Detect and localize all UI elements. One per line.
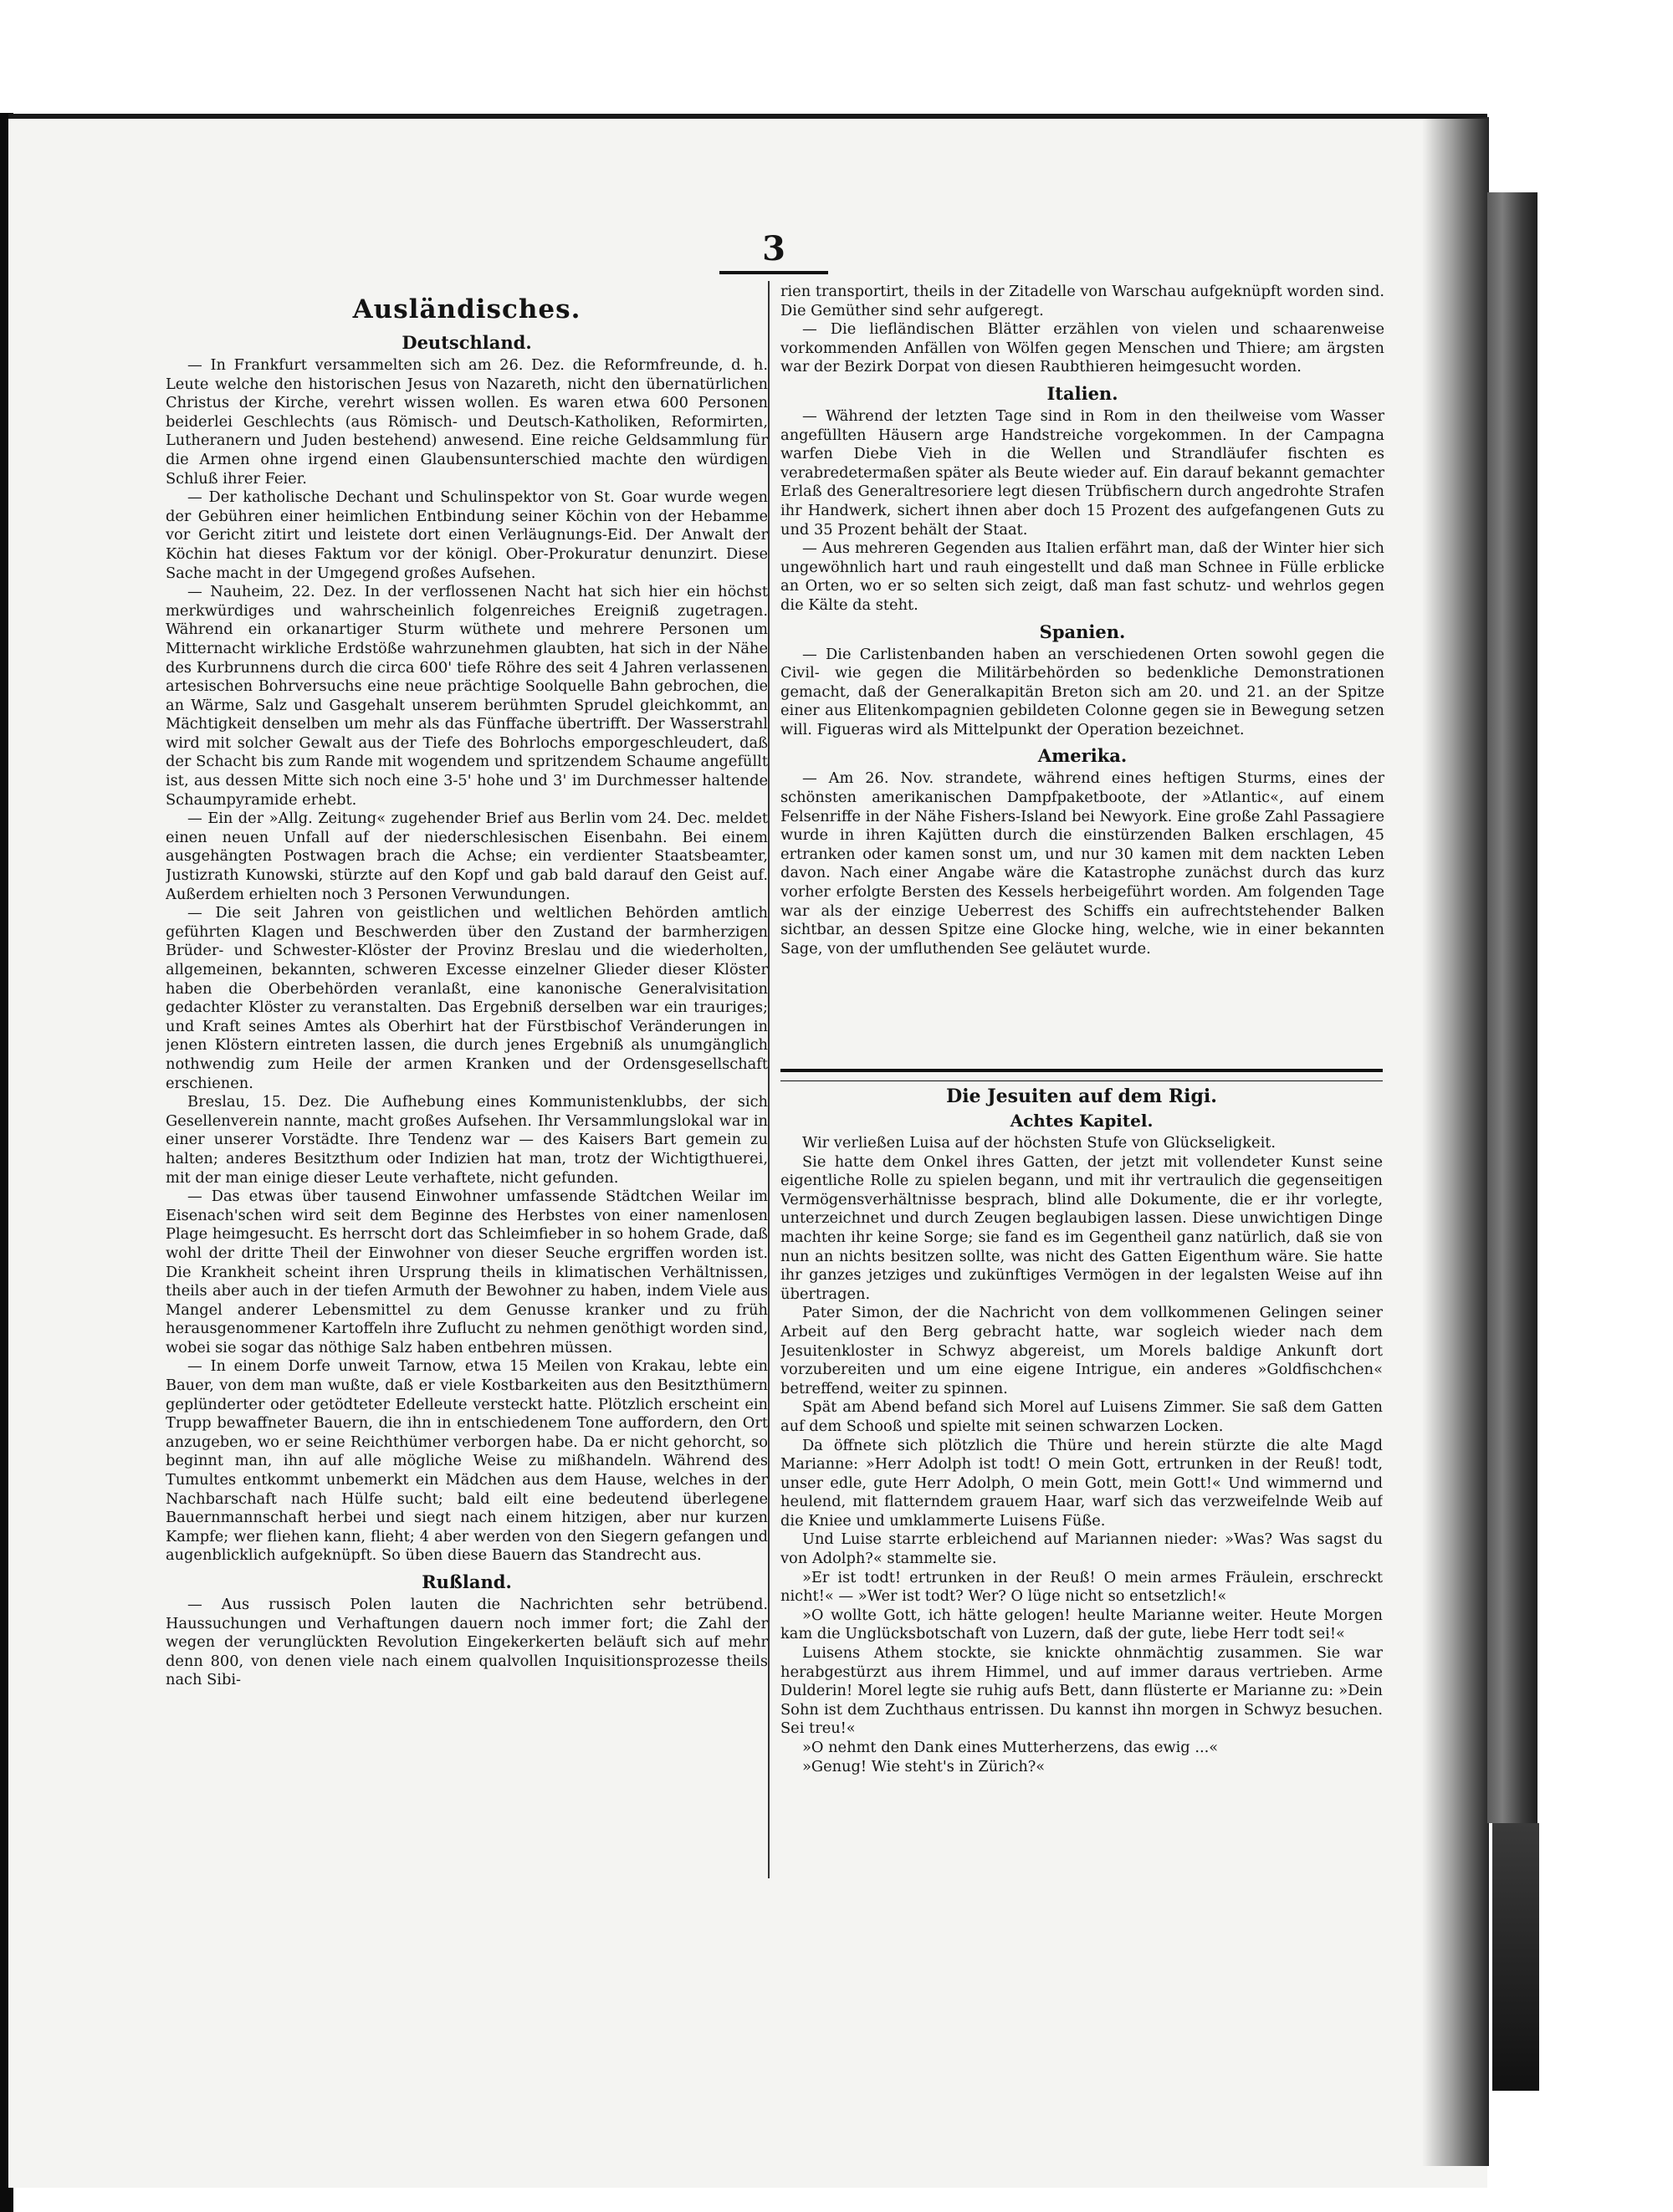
story-title: Die Jesuiten auf dem Rigi.	[946, 1086, 1217, 1107]
page-number-rule	[719, 271, 828, 274]
story-chapter: Achtes Kapitel.	[1010, 1111, 1154, 1131]
page-number: 3	[762, 229, 785, 268]
page-stack-edge	[1487, 192, 1537, 1823]
spain-heading: Spanien.	[1039, 621, 1126, 642]
left-column	[166, 283, 768, 1922]
story-paragraph: Pater Simon, der die Nachricht von dem vollkommenen Gelingen seiner Arbeit auf den Berg gebracht hatte, war sogleich wieder nach dem Jesuitenkloster in Schwyz abgereist, um Morels baldige Ankunft dort vorzubereiten und um eine eigene Intrigue, ein anderes »Goldfischchen« betreffend, weiter zu spinnen.	[780, 1304, 1383, 1397]
story-paragraph: Und Luise starrte erbleichend auf Mariannen nieder: »Was? Was sagst du von Adolph?« stammelte sie.	[780, 1530, 1383, 1568]
article-nauheim: — Nauheim, 22. Dez. In der verflossenen Nacht hat sich hier ein höchst merkwürdiges und wahrscheinlich folgenreiches Ereigniß zugetragen. Während ein orkanartiger Sturm wüthete und mehrere Personen um Mitternacht wirkliche Erdstöße wahrzunehmen glaubten, hat sich in der Nähe des Kurbrunnens durch die circa 600' tiefe Röhre des seit 4 Jahren verlassenen artesischen Bohrversuchs eine neue prächtige Soolquelle Bahn gebrochen, die an Wärme, Salz und Gasgehalt unserem berühmten Sprudel gleichkommt, an Mächtigkeit denselben um mehr als das Fünffache übertrifft. Der Wasserstrahl wird mit solcher Gewalt aus der Tiefe des Bohrlochs emporgeschleudert, daß der Schacht bis zum Rande mit wogendem und spritzendem Schaume angefüllt ist, aus dessen Mitte sich noch eine 3-5' hohe und 3' im Durchmesser haltende Schaumpyramide erhebt.	[166, 583, 768, 809]
article-rome-flood: — Während der letzten Tage sind in Rom in den theilweise vom Wasser angefüllten Häusern arge Handstreiche vorgekommen. In der Campagna warfen Diebe Vieh in die Wellen und Strandläufer fischten es verabredetermaßen später als Beute wieder auf. Ein darauf bekannt gemachter Erlaß des Generaltresoriere legt diesen Trübfischern durch angedrohte Strafen ihr Handwerk, sichert ihnen aber doch 15 Prozent des aufgefangenen Guts zu und 35 Prozent behält der Staat.	[780, 406, 1384, 539]
column-divider	[768, 281, 770, 1878]
article-carlists: — Die Carlistenbanden haben an verschiedenen Orten sowohl gegen die Civil- wie gegen die Militärbehörden so bedenkliche Demonstrationen gemacht, daß der Generalkapitän Breton sich am 20. und 21. an der Spitze einer aus Elitenkompagnien gebildeten Colonne gegen sie in Bewegung setzen will. Figueras wird als Mittelpunkt der Operation bezeichnet.	[780, 645, 1384, 738]
article-atlantic-wreck: — Am 26. Nov. strandete, während eines heftigen Sturms, eines der schönsten amerikanischen Dampfpaketboote, der »Atlantic«, auf einem Felsenriffe in der Nähe Fishers-Island bei Newyork. Eine große Zahl Passagiere wurde in ihren Kajütten durch die einstürzenden Balken erschlagen, 45 ertranken oder kamen sonst um, und nur 30 kamen mit dem nackten Leben davon. Nach einer Angabe wäre die Katastrophe zunächst durch das kurz vorher erfolgte Bersten des Kessels herbeigeführt worden. Am folgenden Tage war als der einzige Ueberrest des Schiffs ein aufrechtstehender Balken sichtbar, an dessen Spitze eine Glocke hing, welche, wie in einer bekannten Sage, von der umfluthenden See geläutet wurde.	[780, 769, 1384, 958]
article-livonia-wolves: — Die liefländischen Blätter erzählen von vielen und schaarenweise vorkommenden Anfällen von Wölfen gegen Menschen und Thiere; am ärgsten war der Bezirk Dorpat von diesen Raubthieren heimgesucht worden.	[780, 320, 1384, 376]
article-weilar: — Das etwas über tausend Einwohner umfassende Städtchen Weilar im Eisenach'schen wird seit dem Beginne des Herbstes von einer namenlosen Plage heimgesucht. Es herrscht dort das Schleimfieber in so hohem Grade, daß wohl der dritte Theil der Einwohner von dieser Seuche ergriffen worden ist. Die Krankheit scheint ihren Ursprung theils in klimatischen Verhältnissen, theils aber auch in der tiefen Armuth der Bewohner zu haben, indem Viele aus Mangel anderer Lebensmittel zu dem Genusse kranker und zu früh herausgenommener Kartoffeln ihre Zuflucht zu nehmen genöthigt worden sind, wobei sie sogar das nöthige Salz haben entbehren müssen.	[166, 1188, 768, 1356]
story-paragraph: »O nehmt den Dank eines Mutterherzens, das ewig ...«	[802, 1739, 1219, 1756]
story-paragraph: Spät am Abend befand sich Morel auf Luisens Zimmer. Sie saß dem Gatten auf dem Schooß und spielte mit seinen schwarzen Locken.	[780, 1398, 1383, 1435]
article-poland-continued: rien transportirt, theils in der Zitadelle von Warschau aufgeknüpft worden sind. Die Gemüther sind sehr aufgeregt.	[780, 283, 1384, 319]
article-breslau-club: Breslau, 15. Dez. Die Aufhebung eines Kommunistenklubbs, der sich Gesellenverein nannte, macht großes Aufsehen. Ihr Versammlungslokal war in einer unserer Vorstädte. Ihre Tendenz war — des Kaisers Bart gemein zu halten; anderes Besitzthum oder Indizien hat man, trotz der Wichtigthuerei, mit der man einige dieser Leute verhaftete, nicht gefunden.	[166, 1093, 768, 1187]
story-paragraph: Da öffnete sich plötzlich die Thüre und herein stürzte die alte Magd Marianne: »Herr Adolph ist todt! O mein Gott, ertrunken in der Reuß! todt, unser edle, gute Herr Adolph, O mein Gott, mein Gott!« Und wimmernd und heulend, mit flatterndem grauem Haar, warf sich das verzweifelnde Weib auf die Kniee und umklammerte Luisens Füße.	[780, 1436, 1383, 1530]
story-paragraph: Sie hatte dem Onkel ihres Gatten, der jetzt mit vollendeter Kunst seine eigentliche Rolle zu spielen begann, und mit ihr vertraulich die gegenseitigen Vermögensverhältnisse besprach, blind alle Dokumente, die er ihr vorlegte, unterzeichnet und durch Zeugen beglaubigen lassen. Diese unwichtigen Dinge machten ihr keine Sorge; sie fand es im Gegentheil ganz natürlich, daß sie von nun an nichts besitzen sollte, was nicht des Gatten Eigenthum wäre. Sie hatte ihr ganzes jetziges und zukünftiges Vermögen in der legalsten Weise auf ihn übertragen.	[780, 1152, 1383, 1303]
scan-top-margin	[0, 0, 1673, 117]
russia-heading: Rußland.	[422, 1571, 512, 1592]
america-heading: Amerika.	[1037, 745, 1128, 767]
article-frankfurt: — In Frankfurt versammelten sich am 26. Dez. die Reformfreunde, d. h. Leute welche den historischen Jesus von Nazareth, nicht den übernatürlichen Christus der Kirche, verehrt wissen wollen. Es waren etwa 600 Personen beiderlei Geschlechts (aus Römisch- und Deutsch-Katholiken, Reformirten, Lutheranern und Juden bestehend) anwesend. Eine reiche Geldsammlung für die Armen ohne irgend einen Glaubensunterschied machte den würdigen Schluß ihrer Feier.	[166, 356, 768, 488]
article-st-goar: — Der katholische Dechant und Schulinspektor von St. Goar wurde wegen der Gebühren einer heimlichen Entbindung seiner Köchin von der Hebamme vor Gericht zitirt und leistete dort einen Verläugnungs-Eid. Der Anwalt der Köchin hat dieses Faktum vor der königl. Ober-Prokuratur denunzirt. Diese Sache macht in der Umgegend großes Aufsehen.	[166, 488, 768, 582]
story-paragraph: »Genug! Wie steht's in Zürich?«	[802, 1757, 1046, 1775]
right-column-news	[780, 283, 1384, 1052]
article-berlin-railway: — Ein der »Allg. Zeitung« zugehender Brief aus Berlin vom 24. Dec. meldet einen neuen Unfall auf der niederschlesischen Eisenbahn. Bei einem ausgehängten Postwagen brach die Achse; ein verdienter Staatsbeamter, Justizrath Kunowski, stürzte auf den Kopf und gab bald darauf den Geist auf. Außerdem erhielten noch 3 Personen Verwundungen.	[166, 810, 768, 903]
story-paragraph: »O wollte Gott, ich hätte gelogen! heulte Marianne weiter. Heute Morgen kam die Unglücksbotschaft von Luzern, daß der gute, liebe Herr todt sei!«	[780, 1606, 1383, 1643]
page-stack-edge-lower	[1492, 1823, 1539, 2091]
feuilleton-story	[780, 1080, 1383, 1917]
feuilleton-separator	[780, 1069, 1383, 1081]
article-tarnow: — In einem Dorfe unweit Tarnow, etwa 15 Meilen von Krakau, lebte ein Bauer, von dem man wußte, daß er viele Kostbarkeiten aus den Besitzthümern geplünderter oder getödteter Edelleute versteckt hatte. Plötzlich erscheint ein Trupp bewaffneter Bauern, die ihn in entschiedenem Tone auffordern, den Ort anzugeben, wo er seine Reichthümer verborgen habe. Da er nicht gehorcht, so beginnt man, ihn auf alle mögliche Weise zu mißhandeln. Während des Tumultes entkommt unbemerkt ein Mädchen aus dem Hause, welches in der Nachbarschaft nach Hülfe sucht; bald eilt eine bedeutend überlegene Bauernmannschaft herbei und siegt nach einem hitzigen, aber nur kurzen Kampfe; wer fliehen kann, flieht; 4 aber werden von den Siegern gefangen und augenblicklich aufgeknüpft. So üben diese Bauern das Standrecht aus.	[166, 1357, 768, 1565]
article-poland: — Aus russisch Polen lauten die Nachrichten sehr betrübend. Haussuchungen und Verhaftungen dauern noch immer fort; die Zahl der wegen der verunglückten Revolution Eingekerkerten beläuft sich auf mehr denn 800, von denen viele nach einem qualvollen Inquisitionsprozesse theils nach Sibi-	[166, 1596, 768, 1689]
italy-heading: Italien.	[1046, 382, 1118, 404]
germany-heading: Deutschland.	[402, 332, 532, 353]
page-fold-shadow	[1422, 117, 1489, 2166]
article-italy-winter: — Aus mehreren Gegenden aus Italien erfährt man, daß der Winter hier sich ungewöhnlich hart und rauh eingestellt und daß man Schnee in Fülle erblicke an Orten, wo er so selten sich zeigt, daß man fast schutz- und wehrlos gegen die Kälte da steht.	[780, 539, 1384, 614]
section-title: Ausländisches.	[352, 294, 581, 324]
story-paragraph: Luisens Athem stockte, sie knickte ohnmächtig zusammen. Sie war herabgestürzt aus ihrem Himmel, und auf immer daraus vertrieben. Arme Dulderin! Morel legte sie ruhig aufs Bett, dann flüsterte er Marianne zu: »Dein Sohn ist dem Zuchthaus entrissen. Du kannst ihn morgen in Schwyz besuchen. Sei treu!«	[780, 1644, 1383, 1738]
story-paragraph: »Er ist todt! ertrunken in der Reuß! O mein armes Fräulein, erschreckt nicht!« — »Wer ist todt? Wer? O lüge nicht so entsetzlich!«	[780, 1568, 1383, 1606]
article-breslau-monasteries: — Die seit Jahren von geistlichen und weltlichen Behörden amtlich geführten Klagen und Beschwerden über den Zustand der barmherzigen Brüder- und Schwester-Klöster der Provinz Breslau und die wiederholten, allgemeinen, bekannten, schweren Excesse einzelner Glieder dieser Klöster haben die Oberbehörden veranlaßt, eine kanonische Generalvisitation gedachter Klöster zu veranstalten. Das Ergebniß derselben war ein trauriges; und Kraft seines Amtes als Oberhirt hat der Fürstbischof Veränderungen in jenen Klöstern eintreten lassen, die durch jenes Ergebniß als unumgänglich nothwendig zum Heile der armen Kranken und der Ordensgesellschaft erschienen.	[166, 904, 768, 1092]
story-paragraph: Wir verließen Luisa auf der höchsten Stufe von Glückseligkeit.	[802, 1134, 1276, 1152]
